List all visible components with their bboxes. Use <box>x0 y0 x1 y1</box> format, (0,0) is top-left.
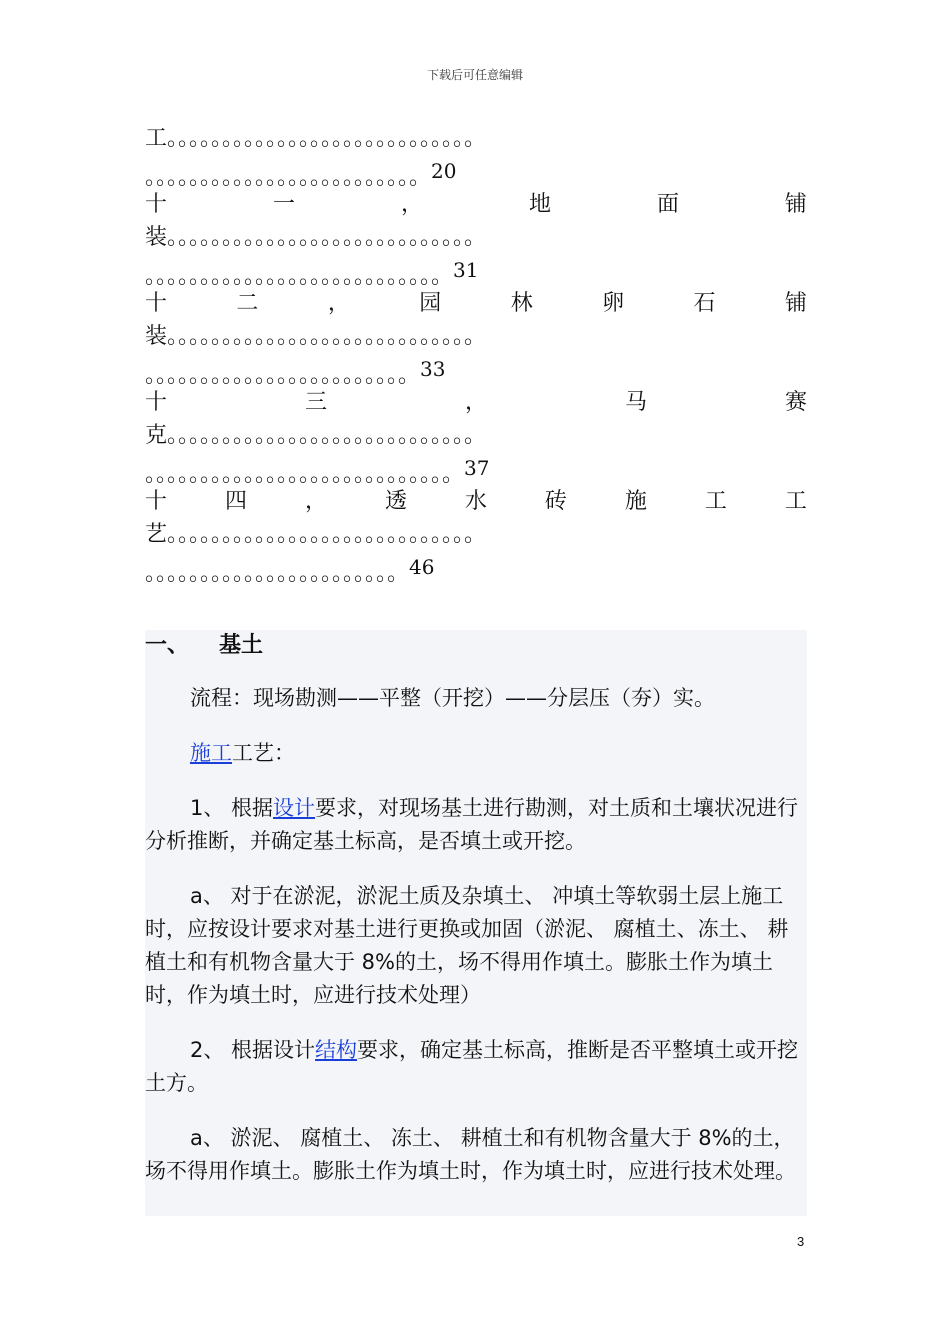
toc-page-number: 46 <box>409 555 435 579</box>
toc-line <box>145 353 807 386</box>
toc-title-char: 施 <box>624 489 647 514</box>
toc-dots: 。。。。。。。。。。。。。。。。。。。。。。。。。。。 <box>145 264 454 287</box>
craft-heading-text: 工艺： <box>232 741 295 765</box>
toc-title-char: 地 <box>528 192 551 217</box>
toc-page-number: 31 <box>453 258 479 282</box>
toc-line: 装。。。。。。。。。。。。。。。。。。。。。。。。。。。。 <box>145 324 487 349</box>
toc-title-char: 透 <box>384 489 407 514</box>
paragraph-3 <box>145 1034 807 1100</box>
structure-link[interactable]: 结构 <box>315 1038 358 1062</box>
toc-title-char: ， <box>464 390 487 415</box>
toc-title-char: 十 <box>145 390 168 415</box>
toc-title-char: ， <box>304 489 327 514</box>
toc-title-char: 卵 <box>602 291 625 316</box>
toc-title-char: 园 <box>419 291 442 316</box>
toc-dots: 。。。。。。。。。。。。。。。。。。。。。。。。。 <box>145 165 432 188</box>
paragraph-2: a、 对于在淤泥，淤泥土质及杂填土、 冲填土等软弱土层上施工时，应按设计要求对基土进行更换或加固（淤泥、 腐植土、冻土、 耕植土和有机物含量大于 8%的土，场不得用作填土。膨胀土作为填土时，作为填土时，应进行技术处理） <box>145 884 789 1007</box>
toc-title-char: ， <box>327 291 350 316</box>
toc-line <box>145 254 807 287</box>
section-heading <box>145 628 263 659</box>
toc-title-char: 二 <box>236 291 259 316</box>
toc-line <box>145 551 807 584</box>
paragraph-1 <box>145 792 807 858</box>
toc-line: 艺。。。。。。。。。。。。。。。。。。。。。。。。。。。。 <box>145 522 487 547</box>
craft-link[interactable]: 施工 <box>190 741 232 765</box>
toc-entry-title <box>145 287 807 320</box>
toc-line <box>145 452 807 485</box>
toc-title-char: 铺 <box>784 192 807 217</box>
toc-title-char: 三 <box>304 390 327 415</box>
toc-entry-title <box>145 188 807 221</box>
toc-entry-title <box>145 485 807 518</box>
toc-title-char: 一 <box>272 192 295 217</box>
page-number: 3 <box>797 1234 805 1249</box>
toc-page-number: 20 <box>431 159 457 183</box>
toc-title-char: 四 <box>224 489 247 514</box>
toc-entry-title <box>145 386 807 419</box>
paragraph-text: 要求，确定基土标高，推断是否平整填土或开挖土方。 <box>145 1038 799 1095</box>
toc-title-char: 石 <box>693 291 716 316</box>
toc-dots: 。。。。。。。。。。。。。。。。。。。。。。。 <box>145 561 410 584</box>
toc-title-char: 砖 <box>544 489 567 514</box>
section-number: 一、 <box>145 633 190 658</box>
toc-dots: 。。。。。。。。。。。。。。。。。。。。。。。。 <box>145 363 421 386</box>
paragraph-text: 要求，对现场基土进行勘测，对土质和土壤状况进行分析推断，并确定基土标高，是否填土或开挖。 <box>145 796 799 853</box>
toc-line: 克。。。。。。。。。。。。。。。。。。。。。。。。。。。。 <box>145 423 487 448</box>
toc-line: 装。。。。。。。。。。。。。。。。。。。。。。。。。。。。 <box>145 225 487 250</box>
design-link[interactable]: 设计 <box>273 796 316 820</box>
toc-dots: 。。。。。。。。。。。。。。。。。。。。。。。。。。。。 <box>145 462 465 485</box>
craft-heading <box>145 737 807 770</box>
toc-title-char: 面 <box>656 192 679 217</box>
toc-title-char: 铺 <box>784 291 807 316</box>
paragraph-text: 1、 根据 <box>190 796 274 820</box>
toc-title-char: 林 <box>510 291 533 316</box>
toc-entries <box>145 188 807 584</box>
flow-paragraph: 流程：现场勘测——平整（开挖）——分层压（夯）实。 <box>190 686 715 710</box>
toc-title-char: 十 <box>145 192 168 217</box>
toc-page-number: 33 <box>420 357 446 381</box>
toc-title-char: ， <box>400 192 423 217</box>
paragraph-text: 2、 根据设计 <box>190 1038 316 1062</box>
toc-title-char: 赛 <box>784 390 807 415</box>
toc-title-char: 十 <box>145 489 168 514</box>
table-of-contents <box>145 122 807 584</box>
toc-page-number: 37 <box>464 456 490 480</box>
toc-title-char: 马 <box>624 390 647 415</box>
section-title: 基土 <box>219 633 264 658</box>
page-header: 下载后可任意编辑 <box>426 68 523 82</box>
toc-line: 工。。。。。。。。。。。。。。。。。。。。。。。。。。。。 <box>145 126 487 151</box>
toc-title-char: 水 <box>464 489 487 514</box>
toc-title-char: 工 <box>784 489 807 514</box>
toc-title-char: 十 <box>145 291 168 316</box>
toc-title-char: 工 <box>704 489 727 514</box>
paragraph-4: a、 淤泥、 腐植土、 冻土、 耕植土和有机物含量大于 8%的土，场不得用作填土。膨胀土作为填土时，作为填土时，应进行技术处理。 <box>145 1126 796 1183</box>
toc-line <box>145 155 807 188</box>
